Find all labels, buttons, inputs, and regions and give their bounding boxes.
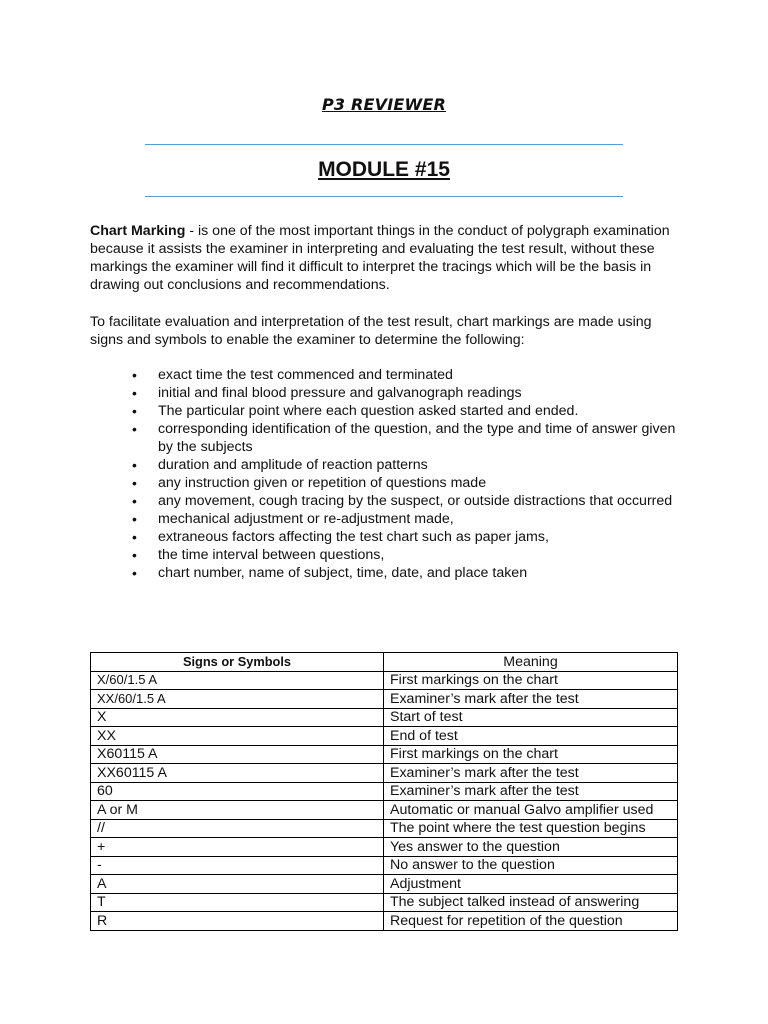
meaning-cell: First markings on the chart — [384, 745, 678, 764]
table-row — [91, 856, 678, 875]
table-row — [91, 782, 678, 801]
list-item-text: initial and final blood pressure and galvanograph readings — [158, 385, 522, 401]
list-item-text: any movement, cough tracing by the suspect, or outside distractions that occurred — [158, 493, 673, 509]
intro-definition: - is one of the most important things in the conduct of polygraph examination because it assists the examiner in interpreting and evaluating the test result, without these markings the examiner will find it difficult to interpret the tracings which will be the basis in drawing out conclusions and recommendations. — [90, 223, 670, 293]
meaning-cell: End of test — [384, 727, 678, 746]
list-item — [90, 384, 690, 402]
list-item-text: exact time the test commenced and terminated — [158, 367, 453, 383]
list-item — [90, 564, 690, 582]
table-row — [91, 708, 678, 727]
symbol-cell: XX — [91, 727, 384, 746]
list-item-text: chart number, name of subject, time, date, and place taken — [158, 565, 528, 581]
bullet-icon: • — [132, 403, 137, 419]
bullet-icon: • — [132, 493, 137, 509]
meaning-cell: Start of test — [384, 708, 678, 727]
list-item-text: corresponding identification of the question, and the type and time of answer given by the subjects — [158, 421, 676, 455]
symbol-cell: R — [91, 912, 384, 931]
symbol-cell: X60115 A — [91, 745, 384, 764]
bullet-icon: • — [132, 565, 137, 581]
bullet-icon: • — [132, 385, 137, 401]
list-item — [90, 492, 690, 510]
meaning-cell: Yes answer to the question — [384, 838, 678, 857]
meaning-cell: Examiner’s mark after the test — [384, 764, 678, 783]
table-row — [91, 745, 678, 764]
symbol-cell: // — [91, 819, 384, 838]
symbol-cell: XX60115 A — [91, 764, 384, 783]
table-row — [91, 727, 678, 746]
list-item — [90, 420, 690, 456]
meaning-cell: Adjustment — [384, 875, 678, 894]
list-item — [90, 366, 690, 384]
bullet-icon: • — [132, 457, 137, 473]
symbol-cell: T — [91, 893, 384, 912]
list-item-text: mechanical adjustment or re-adjustment made, — [158, 511, 454, 527]
table-row — [91, 690, 678, 709]
meaning-cell: The subject talked instead of answering — [384, 893, 678, 912]
list-item — [90, 402, 690, 420]
meaning-cell: First markings on the chart — [384, 671, 678, 690]
table-row — [91, 875, 678, 894]
module-title: MODULE #15 — [318, 158, 450, 181]
bullet-icon: • — [132, 511, 137, 527]
list-item — [90, 546, 690, 564]
determination-list — [90, 366, 690, 582]
list-item-text: duration and amplitude of reaction patterns — [158, 457, 428, 473]
symbol-cell: - — [91, 856, 384, 875]
table-row — [91, 893, 678, 912]
symbol-cell: X — [91, 708, 384, 727]
bullet-icon: • — [132, 529, 137, 545]
symbol-cell: 60 — [91, 782, 384, 801]
table-row — [91, 671, 678, 690]
intro-paragraph — [90, 222, 680, 294]
meaning-cell: No answer to the question — [384, 856, 678, 875]
list-item — [90, 474, 690, 492]
bullet-icon: • — [132, 475, 137, 491]
list-item — [90, 510, 690, 528]
title-divider-top — [145, 144, 623, 145]
list-item-text: the time interval between questions, — [158, 547, 385, 563]
bullet-icon: • — [132, 421, 137, 437]
list-item-text: The particular point where each question asked started and ended. — [158, 403, 579, 419]
meaning-cell: Examiner’s mark after the test — [384, 690, 678, 709]
list-item-text: extraneous factors affecting the test chart such as paper jams, — [158, 529, 549, 545]
meaning-cell: Examiner’s mark after the test — [384, 782, 678, 801]
table-row — [91, 838, 678, 857]
table-row — [91, 801, 678, 820]
table-row — [91, 912, 678, 931]
table-row — [91, 764, 678, 783]
bullet-icon: • — [132, 547, 137, 563]
title-divider-bottom — [145, 196, 623, 197]
signs-symbols-table — [90, 652, 678, 931]
symbol-cell: + — [91, 838, 384, 857]
bullet-icon: • — [132, 367, 137, 383]
symbol-cell: X/60/1.5 A — [91, 671, 384, 690]
list-item-text: any instruction given or repetition of questions made — [158, 475, 487, 491]
list-item — [90, 528, 690, 546]
symbol-cell: XX/60/1.5 A — [91, 690, 384, 709]
symbol-cell: A — [91, 875, 384, 894]
header-meaning: Meaning — [384, 653, 678, 672]
header-signs-or-symbols: Signs or Symbols — [91, 653, 384, 672]
table-header-row — [91, 653, 678, 672]
meaning-cell: Request for repetition of the question — [384, 912, 678, 931]
symbol-cell: A or M — [91, 801, 384, 820]
meaning-cell: The point where the test question begins — [384, 819, 678, 838]
intro-term: Chart Marking — [90, 223, 186, 239]
list-item — [90, 456, 690, 474]
table-row — [91, 819, 678, 838]
facilitate-paragraph: To facilitate evaluation and interpretation of the test result, chart markings are made using signs and symbols to enable the examiner to determine the following: — [90, 314, 652, 348]
reviewer-title: P3 REVIEWER — [321, 95, 447, 114]
meaning-cell: Automatic or manual Galvo amplifier used — [384, 801, 678, 820]
